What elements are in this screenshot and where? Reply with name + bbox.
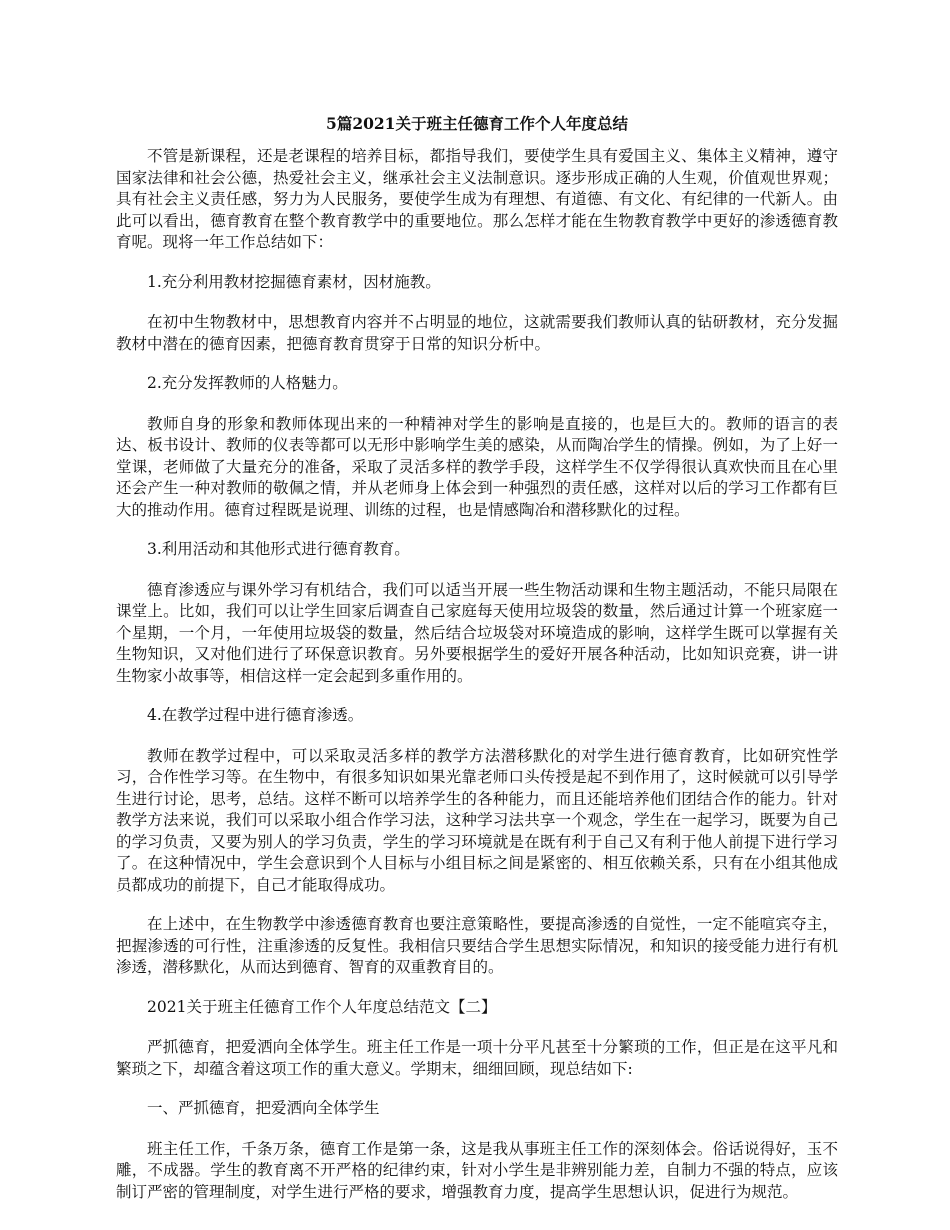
section-heading: 4.在教学过程中进行德育渗透。 [147,706,364,724]
body-paragraph: 严抓德育，把爱洒向全体学生。班主任工作是一项十分平凡甚至十分繁琐的工作，但正是在这平凡和繁琐之下，却蕴含着这项工作的重大意义。学期末，细细回顾，现总结如下: [116,1038,838,1078]
body-paragraph: 不管是新课程，还是老课程的培养目标，都指导我们，要使学生具有爱国主义、集体主义精神，遵守国家法律和社会公德，热爱社会主义，继承社会主义法制意识。逐步形成正确的人生观，价值观世界观；具有社会主义责任感，努力为人民服务，要使学生成为有理想、有道德、有文化、有纪律的一代新人。由此可以看出，德育教育在整个教育教学中的重要地位。那么怎样才能在生物教育教学中更好的渗透德育教育呢。现将一年工作总结如下： [116,147,838,251]
section-heading: 一、严抓德育，把爱洒向全体学生 [147,1099,380,1117]
document-page [116,114,838,1221]
body-paragraph: 教师自身的形象和教师体现出来的一种精神对学生的影响是直接的，也是巨大的。教师的语言的表达、板书设计、教师的仪表等都可以无形中影响学生美的感染，从而陶冶学生的情操。例如，为了上好一堂课，老师做了大量充分的准备，采取了灵活多样的教学手段，这样学生不仅学得很认真欢快而且在心里还会产生一种对教师的敬佩之情，并从老师身上体会到一种强烈的责任感，这样对以后的学习工作都有巨大的推动作用。德育过程既是说理、训练的过程，也是情感陶冶和潜移默化的过程。 [116,414,838,519]
body-paragraph: 教师在教学过程中，可以采取灵活多样的教学方法潜移默化的对学生进行德育教育，比如研究性学习，合作性学习等。在生物中，有很多知识如果光靠老师口头传授是起不到作用了，这时候就可以引导学生进行讨论，思考，总结。这样不断可以培养学生的各种能力，而且还能培养他们团结合作的能力。针对教学方法来说，我们可以采取小组合作学习法，这种学习法共享一个观念，学生在一起学习，既要为自己的学习负责，又要为别人的学习负责，学生的学习环境就是在既有利于自己又有利于他人前提下进行学习了。在这种情况中，学生会意识到个人目标与小组目标之间是紧密的、相互依赖关系，只有在小组其他成员都成功的前提下，自己才能取得成功。 [116,746,838,894]
body-paragraph: 在上述中，在生物教学中渗透德育教育也要注意策略性，要提高渗透的自觉性，一定不能喧宾夺主，把握渗透的可行性，注重渗透的反复性。我相信只要结合学生思想实际情况，和知识的接受能力进行有机渗透，潜移默化，从而达到德育、智育的双重教育目的。 [116,915,838,976]
section-heading: 1.充分利用教材挖掘德育素材，因材施教。 [147,272,441,291]
section-heading: 3.利用活动和其他形式进行德育教育。 [147,540,410,558]
document-title: 5篇2021关于班主任德育工作个人年度总结 [326,114,628,133]
section-heading: 2.充分发挥教师的人格魅力。 [147,374,348,392]
section-heading: 2021关于班主任德育工作个人年度总结范文【二】 [147,997,497,1016]
body-paragraph: 德育渗透应与课外学习有机结合，我们可以适当开展一些生物活动课和生物主题活动，不能只局限在课堂上。比如，我们可以让学生回家后调查自己家庭每天使用垃圾袋的数量，然后通过计算一个班家庭一个星期，一个月，一年使用垃圾袋的数量，然后结合垃圾袋对环境造成的影响，这样学生既可以掌握有关生物知识，又对他们进行了环保意识教育。另外要根据学生的爱好开展各种活动，比如知识竞赛，讲一讲生物家小故事等，相信这样一定会起到多重作用的。 [116,580,838,685]
body-paragraph: 班主任工作，千条万条，德育工作是第一条，这是我从事班主任工作的深刻体会。俗话说得好，玉不雕，不成器。学生的教育离不开严格的纪律约束，针对小学生是非辨别能力差，自制力不强的特点，应该制订严密的管理制度，对学生进行严格的要求，增强教育力度，提高学生思想认识，促进行为规范。 [116,1139,838,1201]
body-paragraph: 在初中生物教材中，思想教育内容并不占明显的地位，这就需要我们教师认真的钻研教材，充分发掘教材中潜在的德育因素，把德育教育贯穿于日常的知识分析中。 [116,313,838,353]
document-body [116,146,838,1203]
